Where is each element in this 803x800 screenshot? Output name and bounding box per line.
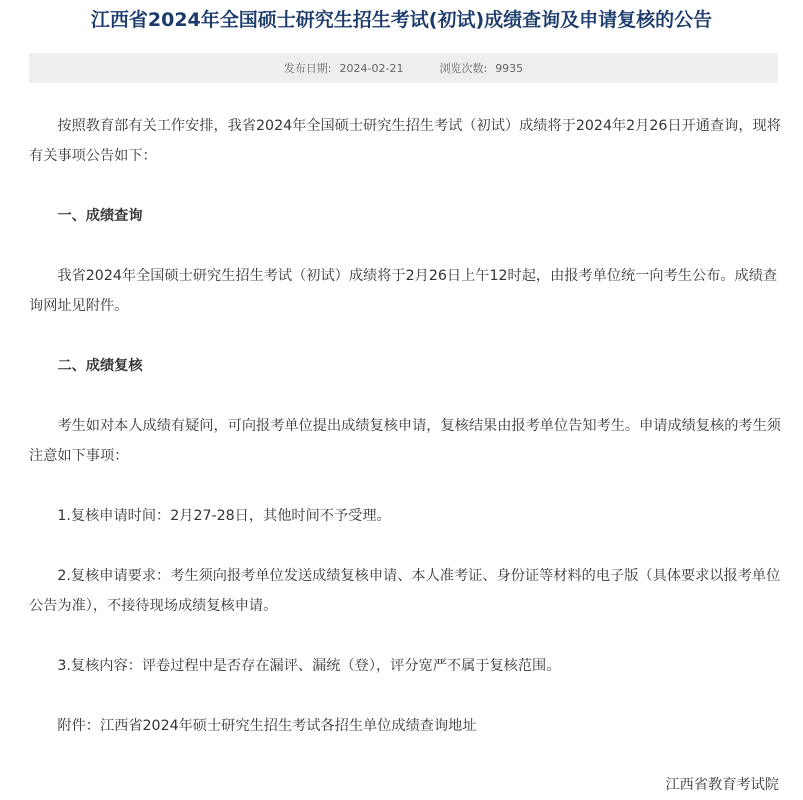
list-item: 2.复核申请要求：考生须向报考单位发送成绩复核申请、本人准考证、身份证等材料的电子版（具体要求以报考单位公告为准），不接待现场成绩复核申请。 — [29, 568, 781, 614]
intro-paragraph: 按照教育部有关工作安排，我省2024年全国硕士研究生招生考试（初试）成绩将于2024年2月26日开通查询，现将有关事项公告如下： — [29, 118, 781, 164]
list-item: 3.复核内容：评卷过程中是否存在漏评、漏统（登），评分宽严不属于复核范围。 — [57, 658, 561, 674]
view-count-label: 浏览次数: — [439, 62, 488, 75]
attachment-link[interactable]: 附件：江西省2024年硕士研究生招生考试各招生单位成绩查询地址 — [57, 718, 477, 734]
section-body-score-query: 我省2024年全国硕士研究生招生考试（初试）成绩将于2月26日上午12时起，由报考单位统一向考生公布。成绩查询网址见附件。 — [29, 268, 778, 314]
section-body-score-review: 考生如对本人成绩有疑问，可向报考单位提出成绩复核申请，复核结果由报考单位告知考生。申请成绩复核的考生须注意如下事项： — [29, 418, 781, 464]
page-title: 江西省2024年全国硕士研究生招生考试(初试)成绩查询及申请复核的公告 — [90, 9, 713, 31]
publish-date-label: 发布日期: — [283, 62, 332, 75]
view-count — [439, 60, 523, 76]
list-item: 1.复核申请时间：2月27-28日，其他时间不予受理。 — [57, 508, 391, 524]
article-body — [29, 111, 781, 741]
article-meta-bar — [29, 53, 778, 83]
section-heading-score-query: 一、成绩查询 — [57, 208, 143, 224]
signature-organization: 江西省教育考试院 — [665, 777, 779, 793]
publish-date — [284, 60, 404, 76]
publish-date-value: 2024-02-21 — [339, 62, 404, 75]
view-count-value: 9935 — [495, 62, 524, 75]
section-heading-score-review: 二、成绩复核 — [57, 358, 143, 374]
